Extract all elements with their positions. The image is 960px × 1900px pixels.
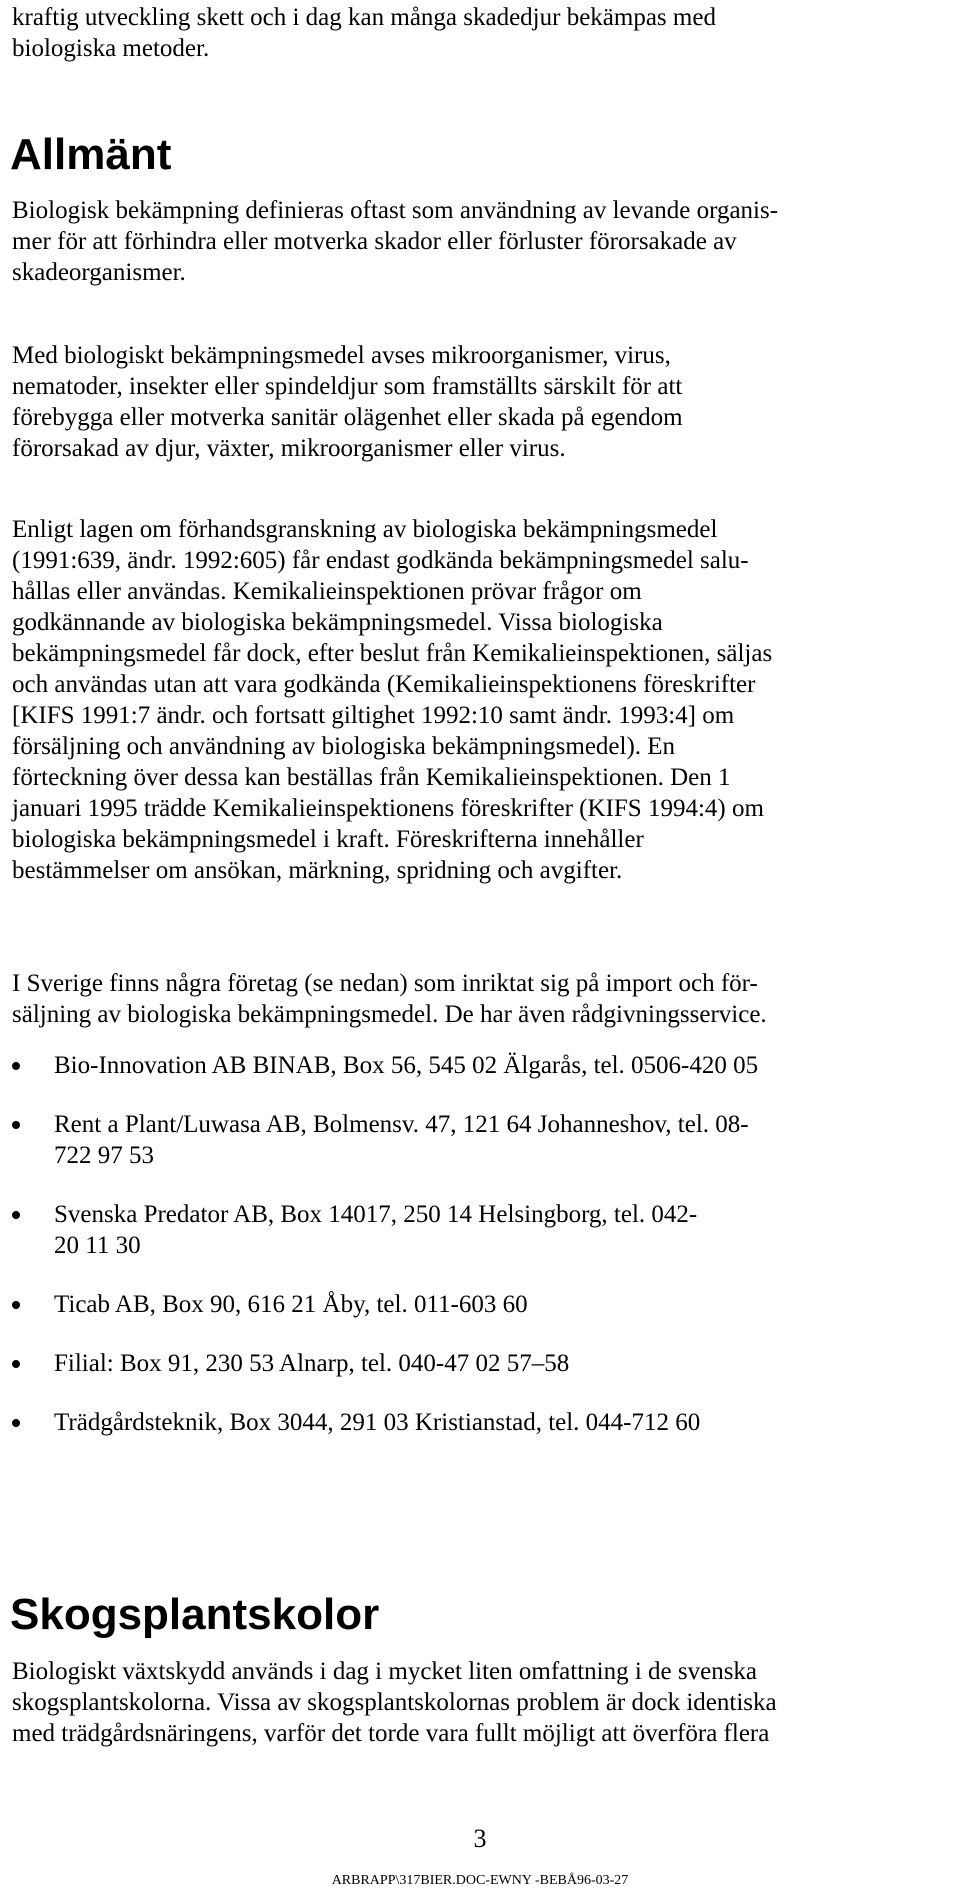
text-line: Med biologiskt bekämpningsmedel avses mikroorganismer, virus, <box>12 342 671 369</box>
text-line: nematoder, insekter eller spindeldjur som framställts särskilt för att <box>12 373 683 400</box>
text-line: förebygga eller motverka sanitär olägenhet eller skada på egendom <box>12 404 683 431</box>
text-line: biologiska bekämpningsmedel i kraft. Föreskrifterna innehåller <box>12 826 644 853</box>
bullet-icon <box>12 1121 20 1129</box>
text-line: försäljning och användning av biologiska bekämpningsmedel). En <box>12 733 676 760</box>
text-line: förorsakad av djur, växter, mikroorganismer eller virus. <box>12 435 566 462</box>
paragraph-definition <box>12 195 954 288</box>
text-line: I Sverige finns några företag (se nedan) som inriktat sig på import och för- <box>12 970 758 997</box>
intro-paragraph <box>12 2 954 64</box>
text-line: 20 11 30 <box>54 1232 141 1259</box>
text-line: Biologisk bekämpning definieras oftast som användning av levande organis- <box>12 197 779 224</box>
page-number: 3 <box>473 1824 487 1853</box>
text-line: skogsplantskolorna. Vissa av skogsplantskolornas problem är dock identiska <box>12 1689 777 1716</box>
text-line: och användas utan att vara godkända (Kemikalieinspektionens föreskrifter <box>12 671 756 698</box>
text-line: Trädgårdsteknik, Box 3044, 291 03 Kristianstad, tel. 044-712 60 <box>54 1409 701 1436</box>
company-list <box>0 1050 960 1438</box>
paragraph-vaxtskydd <box>12 1656 954 1749</box>
list-item <box>0 1407 960 1438</box>
list-item <box>0 1289 960 1320</box>
text-line: 722 97 53 <box>54 1142 154 1169</box>
text-line: januari 1995 trädde Kemikalieinspektionens föreskrifter (KIFS 1994:4) om <box>12 795 764 822</box>
bullet-icon <box>12 1360 20 1368</box>
text-line: bestämmelser om ansökan, märkning, spridning och avgifter. <box>12 857 623 884</box>
section-heading-allmant: Allmänt <box>10 130 172 179</box>
text-line: Ticab AB, Box 90, 616 21 Åby, tel. 011-603 60 <box>54 1291 528 1318</box>
text-line: biologiska metoder. <box>12 35 210 62</box>
text-line: säljning av biologiska bekämpningsmedel. De har även rådgivningsservice. <box>12 1001 767 1028</box>
text-line: [KIFS 1991:7 ändr. och fortsatt giltighet 1992:10 samt ändr. 1993:4] om <box>12 702 735 729</box>
bullet-icon <box>12 1419 20 1427</box>
text-line: Filial: Box 91, 230 53 Alnarp, tel. 040-47 02 57–58 <box>54 1350 570 1377</box>
text-line: bekämpningsmedel får dock, efter beslut från Kemikalieinspektionen, säljas <box>12 640 773 667</box>
text-line: hållas eller användas. Kemikalieinspektionen prövar frågor om <box>12 578 642 605</box>
text-line: Biologiskt växtskydd används i dag i mycket liten omfattning i de svenska <box>12 1658 758 1685</box>
paragraph-foretag <box>12 968 954 1030</box>
text-line: kraftig utveckling skett och i dag kan många skadedjur bekämpas med <box>12 4 716 31</box>
list-item <box>0 1199 960 1261</box>
text-line: Enligt lagen om förhandsgranskning av biologiska bekämpningsmedel <box>12 516 718 543</box>
bullet-icon <box>12 1211 20 1219</box>
document-footer-code: ARBRAPP\317BIER.DOC-EWNY -BEBÅ96-03-27 <box>331 1873 629 1888</box>
paragraph-bekampningsmedel <box>12 340 954 464</box>
text-line: Rent a Plant/Luwasa AB, Bolmensv. 47, 121 64 Johanneshov, tel. 08- <box>54 1111 749 1138</box>
bullet-icon <box>12 1062 20 1070</box>
paragraph-lagen <box>12 514 954 886</box>
list-item <box>0 1348 960 1379</box>
text-line: Svenska Predator AB, Box 14017, 250 14 Helsingborg, tel. 042- <box>54 1201 698 1228</box>
text-line: godkännande av biologiska bekämpningsmedel. Vissa biologiska <box>12 609 663 636</box>
text-line: (1991:639, ändr. 1992:605) får endast godkända bekämpningsmedel salu- <box>12 547 749 574</box>
text-line: Bio-Innovation AB BINAB, Box 56, 545 02 Älgarås, tel. 0506-420 05 <box>54 1052 759 1079</box>
text-line: förteckning över dessa kan beställas från Kemikalieinspektionen. Den 1 <box>12 764 731 791</box>
text-line: mer för att förhindra eller motverka skador eller förluster förorsakade av <box>12 228 737 255</box>
section-heading-skogsplantskolor: Skogsplantskolor <box>10 1590 380 1639</box>
bullet-icon <box>12 1301 20 1309</box>
list-item <box>0 1109 960 1171</box>
text-line: skadeorganismer. <box>12 259 186 286</box>
text-line: med trädgårdsnäringens, varför det torde vara fullt möjligt att överföra flera <box>12 1720 770 1747</box>
list-item <box>0 1050 960 1081</box>
